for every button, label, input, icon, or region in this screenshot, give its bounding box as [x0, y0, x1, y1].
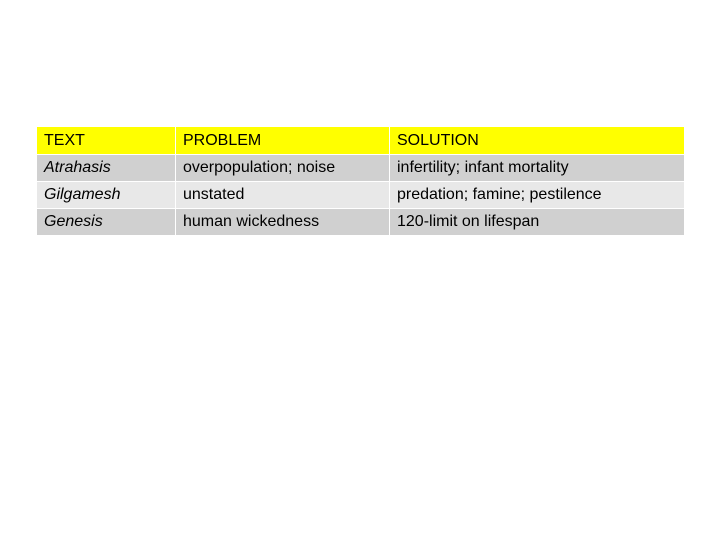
table-row — [37, 209, 685, 236]
cell-solution: predation; famine; pestilence — [390, 182, 685, 209]
cell-text: Atrahasis — [37, 155, 176, 182]
table-row — [37, 182, 685, 209]
header-text: TEXT — [37, 127, 176, 155]
table-header-row — [37, 127, 685, 155]
cell-problem: overpopulation; noise — [176, 155, 390, 182]
cell-solution: infertility; infant mortality — [390, 155, 685, 182]
cell-text: Gilgamesh — [37, 182, 176, 209]
comparison-table — [36, 126, 685, 236]
table-row — [37, 155, 685, 182]
cell-problem: human wickedness — [176, 209, 390, 236]
cell-text: Genesis — [37, 209, 176, 236]
cell-problem: unstated — [176, 182, 390, 209]
cell-solution: 120-limit on lifespan — [390, 209, 685, 236]
header-problem: PROBLEM — [176, 127, 390, 155]
header-solution: SOLUTION — [390, 127, 685, 155]
